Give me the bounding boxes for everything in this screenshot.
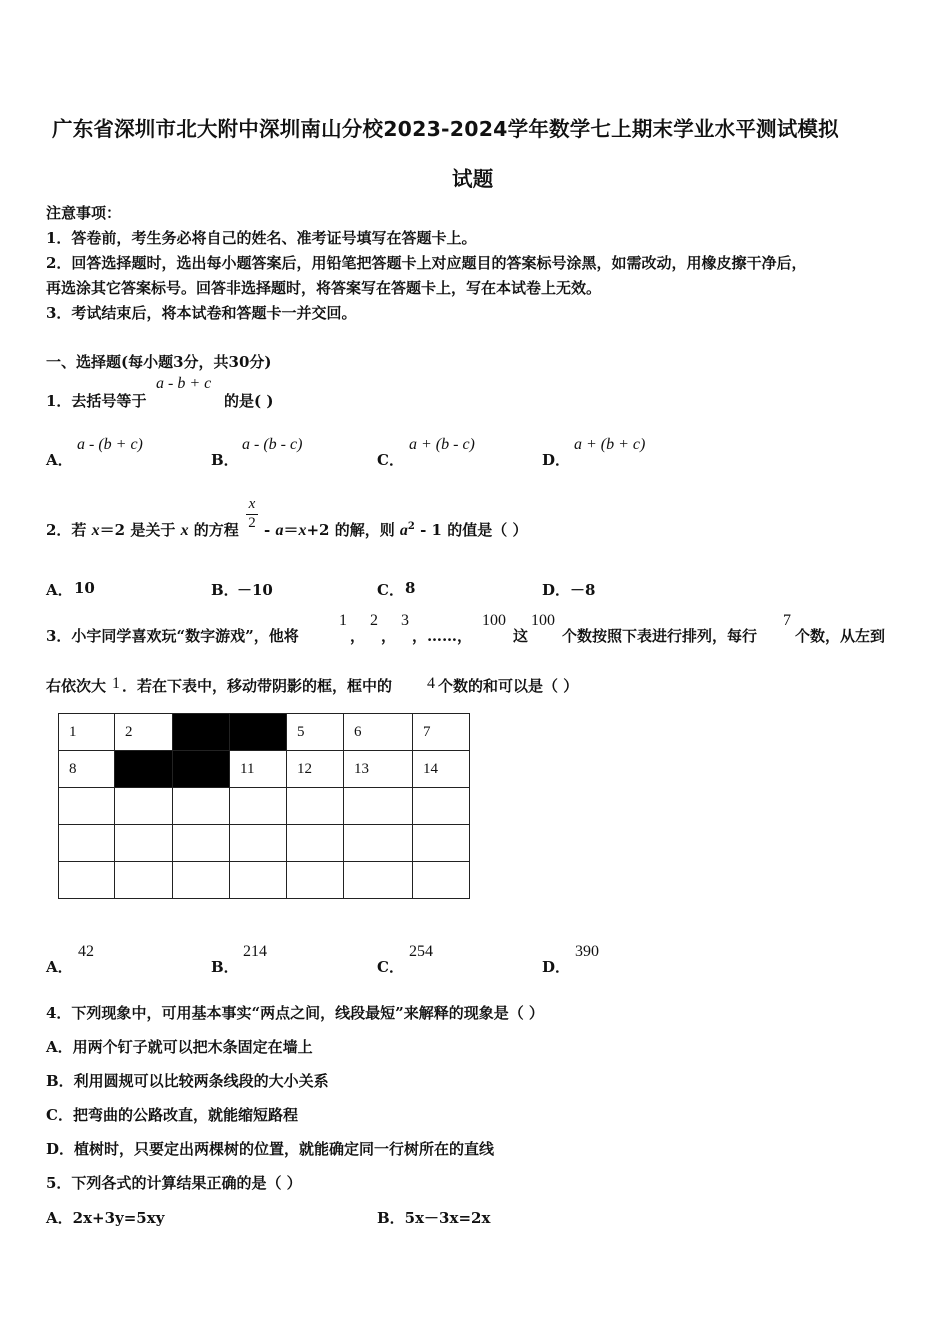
q2-label-b: B． bbox=[211, 581, 239, 599]
grid-cell-shaded bbox=[173, 714, 230, 751]
q1-stem-post: 的是( ) bbox=[224, 392, 274, 410]
grid-row bbox=[59, 751, 470, 788]
grid-row bbox=[59, 862, 470, 899]
grid-cell bbox=[413, 788, 470, 825]
grid-cell: 1 bbox=[59, 714, 115, 751]
exam-title-line1: 广东省深圳市北大附中深圳南山分校2023-2024学年数学七上期末学业水平测试模拟 bbox=[52, 117, 839, 141]
q2-var-a2: a bbox=[399, 522, 408, 539]
grid-cell: 11 bbox=[230, 751, 287, 788]
q3-num-100b: 100 bbox=[531, 612, 555, 629]
q3-line2-a: 右依次大 bbox=[46, 677, 107, 695]
q2-label-a: A． bbox=[46, 581, 73, 599]
q2-option-c: 8 bbox=[405, 579, 416, 597]
grid-cell bbox=[115, 825, 173, 862]
grid-cell bbox=[287, 862, 344, 899]
notice-item-2a: 2．回答选择题时，选出每小题答案后，用铅笔把答题卡上对应题目的答案标号涂黑，如需改动，用橡皮擦干净后， bbox=[46, 254, 807, 272]
grid-cell bbox=[344, 825, 413, 862]
grid-cell bbox=[230, 825, 287, 862]
q3-sep-3: ，……， bbox=[412, 627, 473, 645]
q1-label-c: C． bbox=[377, 451, 404, 469]
grid-cell-shaded bbox=[115, 751, 173, 788]
grid-cell bbox=[59, 788, 115, 825]
q4-option-a: A．用两个钉子就可以把木条固定在墙上 bbox=[46, 1038, 313, 1056]
q3-text-1: 3．小宇同学喜欢玩“数字游戏”，他将 bbox=[46, 627, 299, 645]
q2-text-5: ＝ bbox=[283, 521, 299, 539]
q1-label-d: D． bbox=[542, 451, 571, 469]
q1-label-b: B． bbox=[211, 451, 239, 469]
grid-cell bbox=[115, 788, 173, 825]
q3-four: 4 bbox=[427, 675, 435, 692]
notice-item-2b: 再选涂其它答案标号。回答非选择题时，将答案写在答题卡上，写在本试卷上无效。 bbox=[46, 279, 602, 297]
notice-heading: 注意事项： bbox=[46, 204, 122, 222]
grid-cell bbox=[413, 862, 470, 899]
q3-option-d: 390 bbox=[575, 943, 599, 960]
q4-option-c: C．把弯曲的公路改直，就能缩短路程 bbox=[46, 1106, 298, 1124]
grid-cell bbox=[115, 862, 173, 899]
q2-var-x: x bbox=[91, 522, 100, 539]
q2-fraction-denominator: 2 bbox=[248, 515, 256, 531]
q2-label-c: C． bbox=[377, 581, 404, 599]
grid-cell bbox=[230, 862, 287, 899]
q2-var-x3: x bbox=[298, 522, 307, 539]
grid-cell: 12 bbox=[287, 751, 344, 788]
q2-text-6: +2 的解，则 bbox=[306, 521, 400, 539]
grid-cell bbox=[230, 788, 287, 825]
notice-item-1: 1．答卷前，考生务必将自己的姓名、准考证号填写在答题卡上。 bbox=[46, 229, 477, 247]
q3-label-b: B． bbox=[211, 958, 239, 976]
q3-label-d: D． bbox=[542, 958, 571, 976]
grid-cell: 13 bbox=[344, 751, 413, 788]
exam-title-line2: 试题 bbox=[452, 167, 494, 191]
grid-cell bbox=[413, 825, 470, 862]
q2-text-4: - bbox=[264, 521, 276, 539]
grid-cell: 6 bbox=[344, 714, 413, 751]
grid-cell bbox=[173, 788, 230, 825]
q2-text-7: - 1 的值是（ ） bbox=[414, 521, 528, 539]
grid-cell: 7 bbox=[413, 714, 470, 751]
grid-cell-shaded bbox=[173, 751, 230, 788]
q3-option-a: 42 bbox=[78, 943, 94, 960]
q2-fraction-numerator: x bbox=[248, 496, 256, 512]
q5-stem: 5．下列各式的计算结果正确的是（ ） bbox=[46, 1174, 302, 1192]
q2-var-x2: x bbox=[180, 522, 189, 539]
q3-num-100: 100 bbox=[482, 612, 506, 629]
grid-cell: 5 bbox=[287, 714, 344, 751]
grid-cell bbox=[59, 862, 115, 899]
grid-cell-shaded bbox=[230, 714, 287, 751]
q3-line2-b: ．若在下表中，移动带阴影的框，框中的 bbox=[122, 677, 393, 695]
grid-cell: 2 bbox=[115, 714, 173, 751]
grid-cell bbox=[173, 825, 230, 862]
q2-text-2: ＝2 是关于 bbox=[99, 521, 181, 539]
q3-label-a: A． bbox=[46, 958, 73, 976]
q1-stem-pre: 1．去括号等于 bbox=[46, 392, 147, 410]
grid-row bbox=[59, 714, 470, 751]
q1-label-a: A． bbox=[46, 451, 73, 469]
q3-text-2: 这 bbox=[513, 627, 529, 645]
q3-one: 1 bbox=[112, 675, 120, 692]
grid-cell: 14 bbox=[413, 751, 470, 788]
q3-number-grid bbox=[58, 713, 470, 899]
q2-option-d: －8 bbox=[570, 581, 596, 599]
q1-option-d: a + (b + c) bbox=[574, 436, 646, 453]
q3-num-3: 3 bbox=[401, 612, 409, 629]
q3-option-c: 254 bbox=[409, 943, 433, 960]
q1-expression: a - b + c bbox=[156, 375, 212, 392]
q2-text-1: 2．若 bbox=[46, 521, 92, 539]
q3-num-2: 2 bbox=[370, 612, 378, 629]
grid-cell bbox=[59, 825, 115, 862]
q3-line2-c: 个数的和可以是（ ） bbox=[438, 677, 579, 695]
q4-stem: 4．下列现象中，可用基本事实“两点之间，线段最短”来解释的现象是（ ） bbox=[46, 1004, 544, 1022]
q1-option-b: a - (b - c) bbox=[242, 436, 303, 453]
q3-text-4: 个数，从左到 bbox=[795, 627, 886, 645]
q1-option-c: a + (b - c) bbox=[409, 436, 475, 453]
q3-sep-2: ， bbox=[381, 627, 397, 645]
q2-option-a: 10 bbox=[74, 579, 95, 597]
q5-option-a: A．2x+3y=5xy bbox=[46, 1209, 165, 1227]
grid-cell bbox=[173, 862, 230, 899]
grid-cell bbox=[287, 788, 344, 825]
q2-fraction bbox=[244, 496, 260, 532]
grid-cell bbox=[287, 825, 344, 862]
q2-stem-rest bbox=[264, 519, 527, 540]
grid-cell: 8 bbox=[59, 751, 115, 788]
section-heading: 一、选择题(每小题3分，共30分) bbox=[46, 353, 272, 371]
grid-row bbox=[59, 825, 470, 862]
q2-option-b: －10 bbox=[237, 581, 273, 599]
q2-text-3: 的方程 bbox=[188, 521, 239, 539]
q3-num-1: 1 bbox=[339, 612, 347, 629]
q4-option-b: B．利用圆规可以比较两条线段的大小关系 bbox=[46, 1072, 329, 1090]
grid-row bbox=[59, 788, 470, 825]
q1-option-a: a - (b + c) bbox=[77, 436, 143, 453]
q2-label-d: D． bbox=[542, 581, 571, 599]
q3-option-b: 214 bbox=[243, 943, 267, 960]
q4-option-d: D．植树时，只要定出两棵树的位置，就能确定同一行树所在的直线 bbox=[46, 1140, 495, 1158]
q2-superscript: 2 bbox=[407, 521, 415, 532]
q2-stem bbox=[46, 519, 239, 540]
q3-text-3: 个数按照下表进行排列，每行 bbox=[562, 627, 758, 645]
q3-sep-1: ， bbox=[350, 627, 366, 645]
q2-var-a: a bbox=[275, 522, 284, 539]
grid-cell bbox=[344, 862, 413, 899]
grid-cell bbox=[344, 788, 413, 825]
q3-num-7: 7 bbox=[783, 612, 791, 629]
q5-option-b: B．5x－3x=2x bbox=[377, 1209, 491, 1227]
q3-label-c: C． bbox=[377, 958, 404, 976]
notice-item-3: 3．考试结束后，将本试卷和答题卡一并交回。 bbox=[46, 304, 357, 322]
